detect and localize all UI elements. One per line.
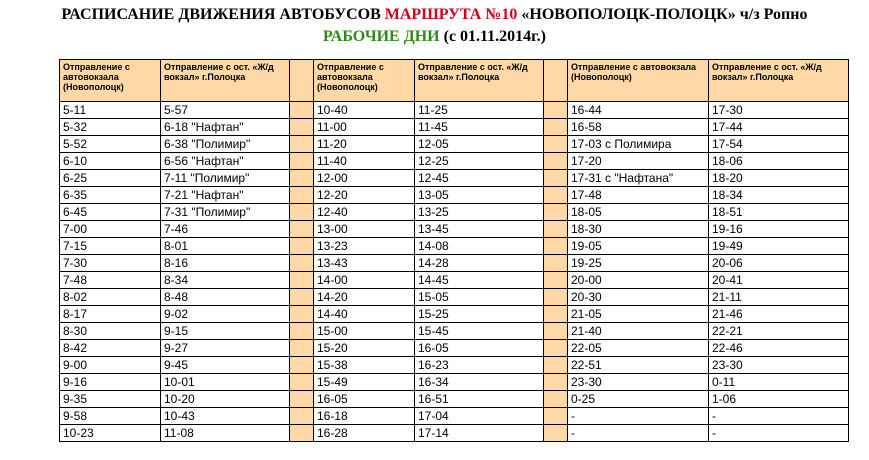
departure-from-bus-station: 12-40 bbox=[314, 204, 415, 221]
departure-from-bus-station: 18-30 bbox=[568, 221, 709, 238]
table-row bbox=[60, 136, 849, 153]
departure-from-rail-station: 16-34 bbox=[415, 374, 544, 391]
schedule-subtitle bbox=[0, 28, 869, 46]
departure-from-rail-station: 12-05 bbox=[415, 136, 544, 153]
column-separator bbox=[544, 153, 568, 170]
column-separator bbox=[290, 374, 314, 391]
col-header-from-rail-station: Отправление с ост. «Ж/д вокзал» г.Полоцка bbox=[415, 60, 544, 102]
departure-from-rail-station: 12-45 bbox=[415, 170, 544, 187]
column-separator bbox=[290, 289, 314, 306]
departure-from-rail-station: 14-28 bbox=[415, 255, 544, 272]
departure-from-rail-station: 13-05 bbox=[415, 187, 544, 204]
departure-from-bus-station: 5-52 bbox=[60, 136, 161, 153]
departure-from-bus-station: 15-38 bbox=[314, 357, 415, 374]
departure-from-rail-station: 6-18 "Нафтан" bbox=[161, 119, 290, 136]
col-header-from-bus-station: Отправление с автовокзала (Новополоцк) bbox=[314, 60, 415, 102]
departure-from-bus-station: 6-10 bbox=[60, 153, 161, 170]
column-separator bbox=[290, 408, 314, 425]
departure-from-rail-station: 8-01 bbox=[161, 238, 290, 255]
departure-from-bus-station: 22-51 bbox=[568, 357, 709, 374]
departure-from-bus-station: 6-25 bbox=[60, 170, 161, 187]
departure-from-rail-station: 16-05 bbox=[415, 340, 544, 357]
departure-from-bus-station: 7-30 bbox=[60, 255, 161, 272]
departure-from-bus-station: 0-25 bbox=[568, 391, 709, 408]
departure-from-rail-station: 18-06 bbox=[709, 153, 849, 170]
column-separator bbox=[544, 221, 568, 238]
departure-from-bus-station: 21-40 bbox=[568, 323, 709, 340]
departure-from-bus-station: 17-31 с "Нафтана" bbox=[568, 170, 709, 187]
column-separator bbox=[544, 408, 568, 425]
departure-from-rail-station: 15-25 bbox=[415, 306, 544, 323]
table-row bbox=[60, 153, 849, 170]
departure-from-rail-station: 9-15 bbox=[161, 323, 290, 340]
departure-from-rail-station: 7-46 bbox=[161, 221, 290, 238]
column-separator bbox=[544, 306, 568, 323]
column-separator bbox=[290, 119, 314, 136]
departure-from-bus-station: 6-35 bbox=[60, 187, 161, 204]
table-row bbox=[60, 323, 849, 340]
departure-from-rail-station: 19-16 bbox=[709, 221, 849, 238]
column-separator bbox=[290, 60, 314, 102]
departure-from-bus-station: 20-30 bbox=[568, 289, 709, 306]
column-separator bbox=[544, 204, 568, 221]
column-separator bbox=[544, 272, 568, 289]
departure-from-bus-station: 11-40 bbox=[314, 153, 415, 170]
departure-from-rail-station: 13-45 bbox=[415, 221, 544, 238]
table-row bbox=[60, 272, 849, 289]
departure-from-rail-station: 19-49 bbox=[709, 238, 849, 255]
column-separator bbox=[290, 170, 314, 187]
departure-from-rail-station: 17-44 bbox=[709, 119, 849, 136]
column-separator bbox=[544, 374, 568, 391]
departure-from-rail-station: 17-30 bbox=[709, 102, 849, 119]
departure-from-rail-station: 8-48 bbox=[161, 289, 290, 306]
departure-from-bus-station: 9-58 bbox=[60, 408, 161, 425]
departure-from-rail-station: 21-11 bbox=[709, 289, 849, 306]
departure-from-rail-station: 23-30 bbox=[709, 357, 849, 374]
column-separator bbox=[290, 153, 314, 170]
departure-from-rail-station: 18-20 bbox=[709, 170, 849, 187]
departure-from-rail-station: 8-16 bbox=[161, 255, 290, 272]
header-row bbox=[60, 60, 849, 102]
subtitle-days: РАБОЧИЕ ДНИ bbox=[323, 28, 440, 45]
table-row bbox=[60, 255, 849, 272]
departure-from-rail-station: 6-56 "Нафтан" bbox=[161, 153, 290, 170]
departure-from-rail-station: 11-08 bbox=[161, 425, 290, 442]
departure-from-bus-station: 17-20 bbox=[568, 153, 709, 170]
departure-from-rail-station: 7-21 "Нафтан" bbox=[161, 187, 290, 204]
departure-from-bus-station: 15-20 bbox=[314, 340, 415, 357]
departure-from-bus-station: 15-00 bbox=[314, 323, 415, 340]
table-row bbox=[60, 374, 849, 391]
departure-from-rail-station: 14-45 bbox=[415, 272, 544, 289]
departure-from-rail-station: 0-11 bbox=[709, 374, 849, 391]
departure-from-bus-station: 16-05 bbox=[314, 391, 415, 408]
departure-from-rail-station: 20-06 bbox=[709, 255, 849, 272]
column-separator bbox=[544, 289, 568, 306]
column-separator bbox=[544, 357, 568, 374]
departure-from-bus-station: 17-48 bbox=[568, 187, 709, 204]
departure-from-bus-station: 10-40 bbox=[314, 102, 415, 119]
departure-from-bus-station: 5-11 bbox=[60, 102, 161, 119]
column-separator bbox=[544, 60, 568, 102]
column-separator bbox=[544, 187, 568, 204]
column-separator bbox=[290, 238, 314, 255]
departure-from-rail-station: 15-45 bbox=[415, 323, 544, 340]
departure-from-bus-station: 17-03 с Полимира bbox=[568, 136, 709, 153]
departure-from-bus-station: 22-05 bbox=[568, 340, 709, 357]
column-separator bbox=[544, 170, 568, 187]
departure-from-rail-station: 5-57 bbox=[161, 102, 290, 119]
departure-from-bus-station: 8-42 bbox=[60, 340, 161, 357]
departure-from-bus-station: 13-00 bbox=[314, 221, 415, 238]
departure-from-bus-station: 13-23 bbox=[314, 238, 415, 255]
col-header-from-bus-station: Отправление с автовокзала (Новополоцк) bbox=[60, 60, 161, 102]
departure-from-rail-station: 6-38 "Полимир" bbox=[161, 136, 290, 153]
column-separator bbox=[290, 136, 314, 153]
departure-from-rail-station: 9-02 bbox=[161, 306, 290, 323]
departure-from-bus-station: 5-32 bbox=[60, 119, 161, 136]
departure-from-rail-station: 10-01 bbox=[161, 374, 290, 391]
table-row bbox=[60, 306, 849, 323]
departure-from-rail-station: 14-08 bbox=[415, 238, 544, 255]
departure-from-bus-station: 16-18 bbox=[314, 408, 415, 425]
departure-from-rail-station: 17-54 bbox=[709, 136, 849, 153]
column-separator bbox=[544, 238, 568, 255]
departure-from-bus-station: 9-00 bbox=[60, 357, 161, 374]
column-separator bbox=[290, 272, 314, 289]
column-separator bbox=[290, 306, 314, 323]
col-header-from-rail-station: Отправление с ост. «Ж/д вокзал» г.Полоцка bbox=[709, 60, 849, 102]
column-separator bbox=[290, 340, 314, 357]
col-header-from-bus-station: Отправление с автовокзала (Новополоцк) bbox=[568, 60, 709, 102]
departure-from-rail-station: 17-04 bbox=[415, 408, 544, 425]
departure-from-bus-station: - bbox=[568, 425, 709, 442]
col-header-from-rail-station: Отправление с ост. «Ж/д вокзал» г.Полоцка bbox=[161, 60, 290, 102]
departure-from-rail-station: 9-27 bbox=[161, 340, 290, 357]
departure-from-bus-station: 6-45 bbox=[60, 204, 161, 221]
column-separator bbox=[544, 136, 568, 153]
departure-from-rail-station: 18-51 bbox=[709, 204, 849, 221]
departure-from-rail-station: 10-20 bbox=[161, 391, 290, 408]
table-row bbox=[60, 340, 849, 357]
departure-from-rail-station: 10-43 bbox=[161, 408, 290, 425]
table-row bbox=[60, 119, 849, 136]
column-separator bbox=[290, 255, 314, 272]
table-row bbox=[60, 170, 849, 187]
departure-from-bus-station: - bbox=[568, 408, 709, 425]
table-row bbox=[60, 289, 849, 306]
departure-from-bus-station: 15-49 bbox=[314, 374, 415, 391]
departure-from-bus-station: 16-58 bbox=[568, 119, 709, 136]
departure-from-bus-station: 11-20 bbox=[314, 136, 415, 153]
departure-from-bus-station: 16-44 bbox=[568, 102, 709, 119]
departure-from-bus-station: 19-05 bbox=[568, 238, 709, 255]
column-separator bbox=[544, 391, 568, 408]
table-row bbox=[60, 102, 849, 119]
column-separator bbox=[290, 102, 314, 119]
schedule-title bbox=[0, 6, 869, 24]
column-separator bbox=[290, 323, 314, 340]
schedule-table bbox=[59, 59, 849, 442]
column-separator bbox=[544, 255, 568, 272]
column-separator bbox=[290, 221, 314, 238]
departure-from-bus-station: 8-17 bbox=[60, 306, 161, 323]
title-route: МАРШРУТА №10 bbox=[384, 6, 518, 23]
table-row bbox=[60, 408, 849, 425]
departure-from-rail-station: 16-51 bbox=[415, 391, 544, 408]
departure-from-rail-station: 21-46 bbox=[709, 306, 849, 323]
departure-from-bus-station: 10-23 bbox=[60, 425, 161, 442]
departure-from-rail-station: 22-21 bbox=[709, 323, 849, 340]
departure-from-rail-station: 20-41 bbox=[709, 272, 849, 289]
departure-from-bus-station: 11-00 bbox=[314, 119, 415, 136]
table-row bbox=[60, 204, 849, 221]
title-suffix: «НОВОПОЛОЦК-ПОЛОЦК» ч/з Ропно bbox=[521, 6, 808, 23]
departure-from-bus-station: 8-30 bbox=[60, 323, 161, 340]
departure-from-bus-station: 7-00 bbox=[60, 221, 161, 238]
departure-from-rail-station: 9-45 bbox=[161, 357, 290, 374]
departure-from-rail-station: 1-06 bbox=[709, 391, 849, 408]
column-separator bbox=[544, 323, 568, 340]
departure-from-bus-station: 20-00 bbox=[568, 272, 709, 289]
departure-from-bus-station: 8-02 bbox=[60, 289, 161, 306]
table-row bbox=[60, 425, 849, 442]
departure-from-bus-station: 21-05 bbox=[568, 306, 709, 323]
departure-from-rail-station: 16-23 bbox=[415, 357, 544, 374]
departure-from-rail-station: 18-34 bbox=[709, 187, 849, 204]
column-separator bbox=[544, 102, 568, 119]
departure-from-rail-station: 17-14 bbox=[415, 425, 544, 442]
column-separator bbox=[290, 187, 314, 204]
departure-from-rail-station: - bbox=[709, 408, 849, 425]
departure-from-bus-station: 16-28 bbox=[314, 425, 415, 442]
departure-from-bus-station: 23-30 bbox=[568, 374, 709, 391]
departure-from-bus-station: 18-05 bbox=[568, 204, 709, 221]
departure-from-bus-station: 7-15 bbox=[60, 238, 161, 255]
departure-from-bus-station: 9-35 bbox=[60, 391, 161, 408]
departure-from-bus-station: 13-43 bbox=[314, 255, 415, 272]
departure-from-rail-station: 22-46 bbox=[709, 340, 849, 357]
departure-from-bus-station: 14-00 bbox=[314, 272, 415, 289]
table-row bbox=[60, 221, 849, 238]
departure-from-bus-station: 7-48 bbox=[60, 272, 161, 289]
departure-from-rail-station: 13-25 bbox=[415, 204, 544, 221]
title-prefix: РАСПИСАНИЕ ДВИЖЕНИЯ АВТОБУСОВ bbox=[61, 6, 381, 23]
column-separator bbox=[290, 391, 314, 408]
departure-from-bus-station: 14-40 bbox=[314, 306, 415, 323]
departure-from-rail-station: 11-25 bbox=[415, 102, 544, 119]
departure-from-rail-station: 7-31 "Полимир" bbox=[161, 204, 290, 221]
departure-from-bus-station: 14-20 bbox=[314, 289, 415, 306]
table-row bbox=[60, 357, 849, 374]
table-row bbox=[60, 238, 849, 255]
subtitle-date: (с 01.11.2014г.) bbox=[443, 28, 546, 45]
table-row bbox=[60, 391, 849, 408]
column-separator bbox=[290, 425, 314, 442]
table-row bbox=[60, 187, 849, 204]
departure-from-bus-station: 12-20 bbox=[314, 187, 415, 204]
departure-from-rail-station: 8-34 bbox=[161, 272, 290, 289]
departure-from-bus-station: 19-25 bbox=[568, 255, 709, 272]
column-separator bbox=[544, 119, 568, 136]
departure-from-rail-station: 12-25 bbox=[415, 153, 544, 170]
column-separator bbox=[290, 357, 314, 374]
column-separator bbox=[544, 425, 568, 442]
column-separator bbox=[544, 340, 568, 357]
departure-from-rail-station: - bbox=[709, 425, 849, 442]
column-separator bbox=[290, 204, 314, 221]
departure-from-rail-station: 15-05 bbox=[415, 289, 544, 306]
departure-from-rail-station: 7-11 "Полимир" bbox=[161, 170, 290, 187]
departure-from-bus-station: 12-00 bbox=[314, 170, 415, 187]
departure-from-rail-station: 11-45 bbox=[415, 119, 544, 136]
departure-from-bus-station: 9-16 bbox=[60, 374, 161, 391]
